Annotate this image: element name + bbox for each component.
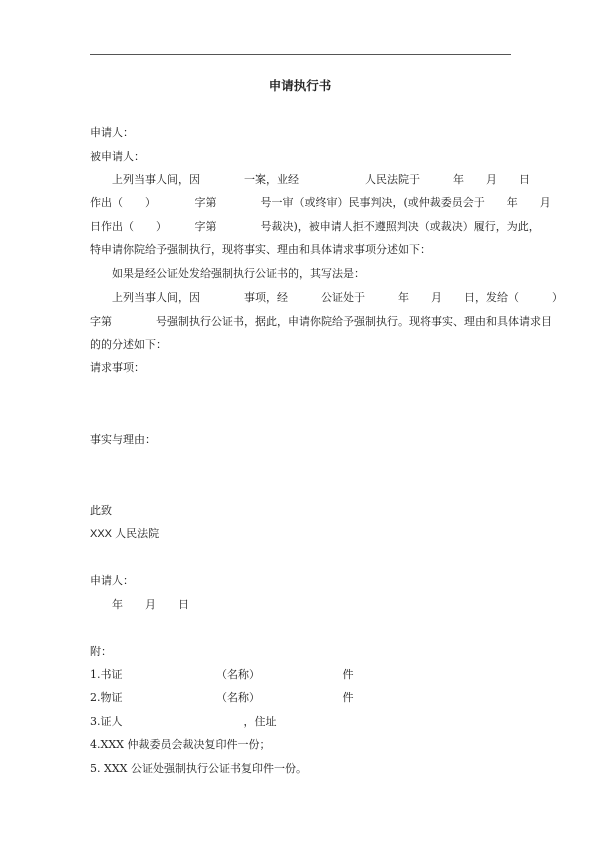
court-name: XXX 人民法院 xyxy=(90,528,160,540)
facts-label: 事实与理由： xyxy=(90,433,156,446)
body-line: 日作出（ ） 字第 号裁决)，被申请人拒不遵照判决（或裁决）履行，为此， xyxy=(90,220,540,233)
requests-label: 请求事项： xyxy=(90,361,145,374)
applicant-label: 申请人： xyxy=(90,126,134,139)
body-line: 上列当事人间，因 事项，经 公证处于 年 月 日，发给（ ） xyxy=(112,291,563,304)
body-line: 作出（ ） 字第 号一审（或终审）民事判决，(或仲裁委员会于 年 月 xyxy=(90,196,551,209)
body-line: 字第 号强制执行公证书，据此，申请你院给予强制执行。现将事实、理由和具体请求目 xyxy=(90,315,552,328)
body-line: 如果是经公证处发给强制执行公证书的，其写法是： xyxy=(112,267,365,280)
header-rule xyxy=(90,54,511,55)
attachment-item: 5. XXX 公证处强制执行公证书复印件一份。 xyxy=(90,762,307,775)
attachment-item: 4.XXX 仲裁委员会裁决复印件一份； xyxy=(90,738,271,751)
body-line: 上列当事人间，因 一案，业经 人民法院于 年 月 日 xyxy=(112,173,530,186)
body-line: 的的分述如下： xyxy=(90,338,167,351)
signature-date: 年 月 日 xyxy=(112,598,189,611)
attachment-item: 3.证人 ，住址 xyxy=(90,715,277,728)
signature-label: 申请人： xyxy=(90,574,134,587)
document-title: 申请执行书 xyxy=(268,78,332,93)
body-line: 特申请你院给予强制执行，现将事实、理由和具体请求事项分述如下： xyxy=(90,243,431,256)
respondent-label: 被申请人： xyxy=(90,150,145,163)
closing-text: 此致 xyxy=(90,504,112,517)
attachment-item: 2.物证 （名称） 件 xyxy=(90,691,354,704)
attachments-label: 附： xyxy=(90,645,112,658)
attachment-item: 1.书证 （名称） 件 xyxy=(90,668,354,681)
